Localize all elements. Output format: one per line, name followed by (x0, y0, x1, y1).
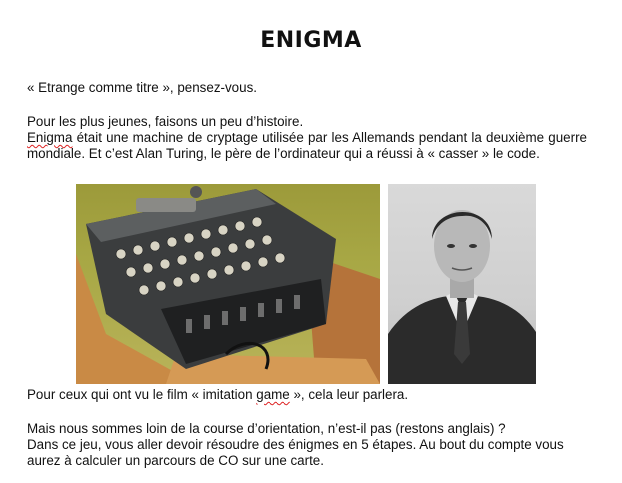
enigma-machine-illustration (76, 184, 380, 384)
enigma-machine-photo (76, 184, 380, 384)
intro-line: « Etrange comme titre », pensez-vous. (27, 80, 257, 95)
turing-portrait-illustration (388, 184, 536, 384)
document-title: ENIGMA (260, 28, 362, 53)
spellcheck-word-game: game (256, 387, 290, 402)
history-intro-line: Pour les plus jeunes, faisons un peu d’histoire. (27, 114, 304, 129)
closing-line-1: Mais nous sommes loin de la course d’orientation, n’est-il pas (restons anglais) ? (27, 421, 506, 436)
history-paragraph (27, 130, 587, 162)
spellcheck-word-enigma: Enigma (27, 130, 73, 145)
history-text: était une machine de cryptage utilisée par les Allemands pendant la deuxième guerre mondiale. Et c’est Alan Turing, le père de l’ordinateur qui a réussi à « casser » le code. (27, 130, 587, 161)
closing-paragraph: Dans ce jeu, vous aller devoir résoudre des énigmes en 5 étapes. Au bout du compte vous aurez à calculer un parcours de CO sur une carte. (27, 437, 564, 468)
alan-turing-photo (388, 184, 536, 384)
film-line: Pour ceux qui ont vu le film « imitation game », cela leur parlera. (27, 387, 409, 402)
